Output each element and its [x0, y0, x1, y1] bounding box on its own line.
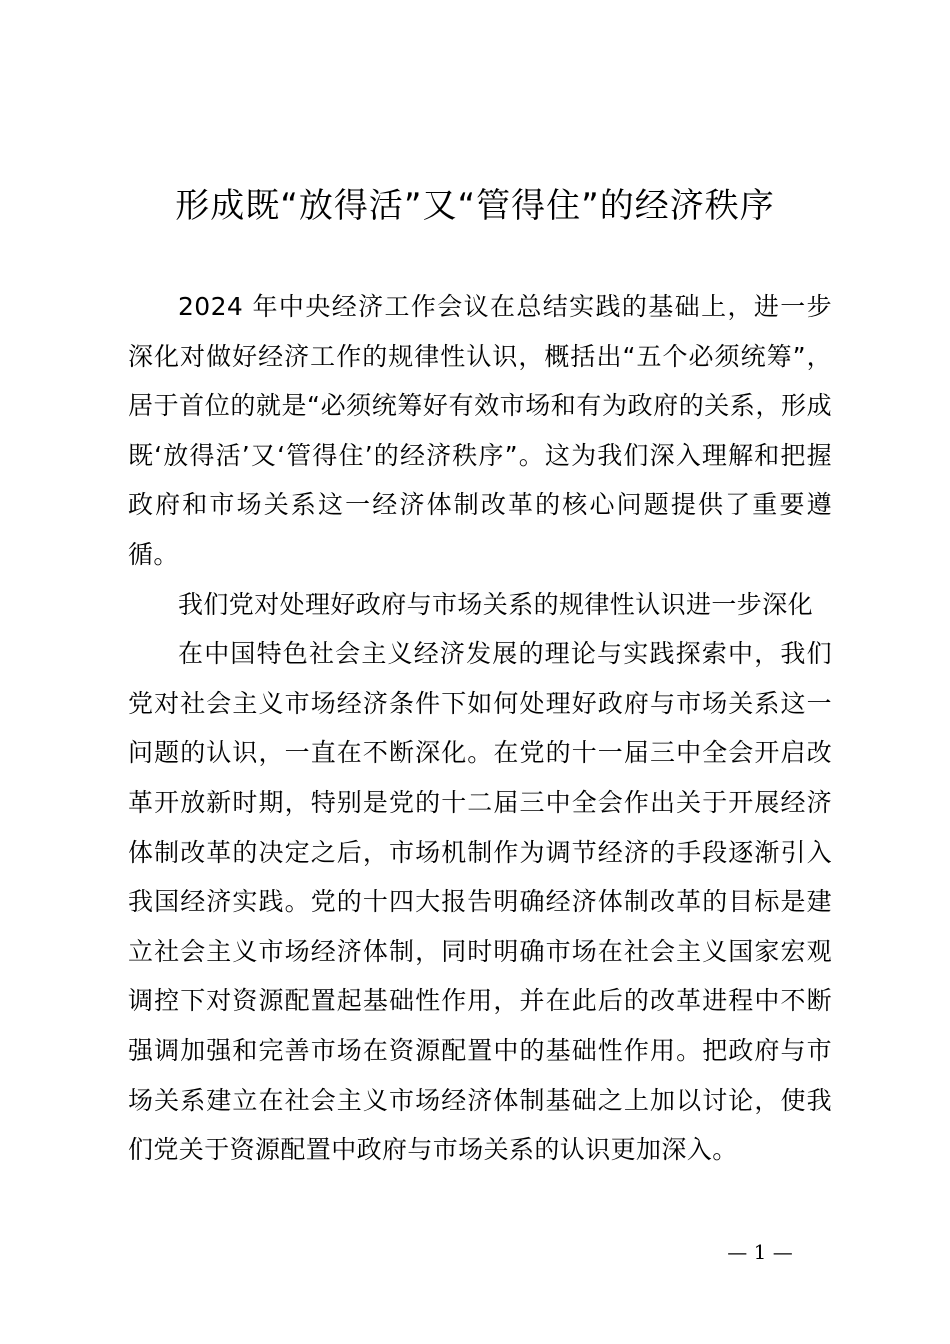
section-heading: 我们党对处理好政府与市场关系的规律性认识进一步深化	[178, 589, 814, 619]
paragraph-intro: 2024 年中央经济工作会议在总结实践的基础上，进一步深化对做好经济工作的规律性认识，概括出“五个必须统筹”，居于首位的就是“必须统筹好有效市场和有为政府的关系，形成既‘放得活’又‘管得住’的经济秩序”。这为我们深入理解和把握政府和市场关系这一经济体制改革的核心问题提供了重要遵循。	[128, 292, 832, 569]
document-body	[128, 282, 832, 1175]
paragraph-history: 在中国特色社会主义经济发展的理论与实践探索中，我们党对社会主义市场经济条件下如何处理好政府与市场关系这一问题的认识，一直在不断深化。在党的十一届三中全会开启改革开放新时期，特别是党的十二届三中全会作出关于开展经济体制改革的决定之后，市场机制作为调节经济的手段逐渐引入我国经济实践。党的十四大报告明确经济体制改革的目标是建立社会主义市场经济体制，同时明确市场在社会主义国家宏观调控下对资源配置起基础性作用，并在此后的改革进程中不断强调加强和完善市场在资源配置中的基础性作用。把政府与市场关系建立在社会主义市场经济体制基础之上加以讨论，使我们党关于资源配置中政府与市场关系的认识更加深入。	[128, 639, 832, 1165]
document-title: 形成既“放得活”又“管得住”的经济秩序	[175, 186, 775, 226]
page-number: — 1 —	[727, 1240, 793, 1264]
